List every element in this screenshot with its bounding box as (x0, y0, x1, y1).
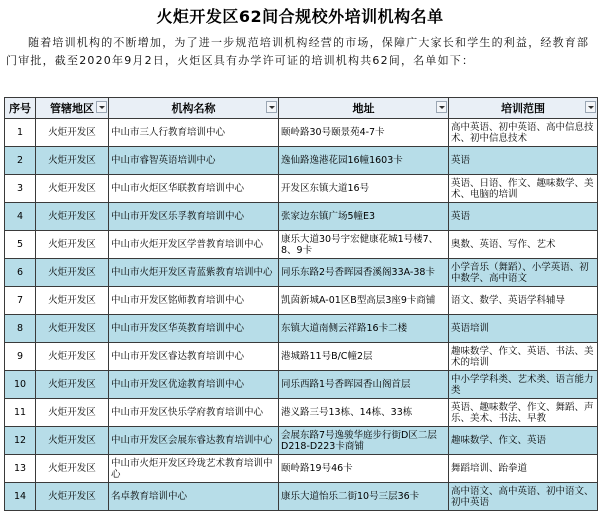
cell-scope: 高中语文、高中英语、初中语文、初中英语 (449, 483, 598, 511)
cell-district: 火炬开发区 (36, 203, 109, 231)
cell-scope: 英语 (449, 147, 598, 175)
cell-name: 中山市火炬开发区学普教育培训中心 (109, 231, 279, 259)
filter-dropdown-icon[interactable] (266, 101, 277, 113)
cell-no: 5 (5, 231, 36, 259)
cell-address: 凯茵新城A-01区B型高层3座9卡商铺 (279, 287, 449, 315)
filter-dropdown-icon[interactable] (585, 101, 596, 113)
cell-name: 中山市开发区会展东睿达教育培训中心 (109, 427, 279, 455)
cell-address: 同乐东路2号香晖园香溪阁33A-38卡 (279, 259, 449, 287)
cell-address: 康乐大道30号宇宏健康花城1号楼7、8、9卡 (279, 231, 449, 259)
table-row (5, 175, 598, 203)
cell-address: 逸仙路逸港花园16幢1603卡 (279, 147, 449, 175)
cell-no: 7 (5, 287, 36, 315)
cell-district: 火炬开发区 (36, 483, 109, 511)
cell-no: 8 (5, 315, 36, 343)
cell-no: 1 (5, 119, 36, 147)
header-name: 机构名称 (109, 98, 279, 119)
cell-district: 火炬开发区 (36, 119, 109, 147)
filter-dropdown-icon[interactable] (436, 101, 447, 113)
cell-scope: 小学音乐（舞蹈）、小学英语、初中数学、高中语文 (449, 259, 598, 287)
cell-scope: 英语、趣味数学、作文、舞蹈、声乐、美术、书法、早教 (449, 399, 598, 427)
cell-district: 火炬开发区 (36, 427, 109, 455)
table-row (5, 259, 598, 287)
cell-scope: 英语、日语、作文、趣味数学、美术、电脑的培训 (449, 175, 598, 203)
header-district: 管辖地区 (36, 98, 109, 119)
table-row (5, 455, 598, 483)
cell-scope: 趣味数学、作文、英语 (449, 427, 598, 455)
cell-district: 火炬开发区 (36, 175, 109, 203)
cell-scope: 舞蹈培训、跆拳道 (449, 455, 598, 483)
cell-address: 港义路三号13栋、14栋、33栋 (279, 399, 449, 427)
cell-district: 火炬开发区 (36, 399, 109, 427)
header-address: 地址 (279, 98, 449, 119)
table-row (5, 371, 598, 399)
document-title: 火炬开发区62间合规校外培训机构名单 (156, 7, 444, 26)
cell-no: 12 (5, 427, 36, 455)
cell-name: 中山市三人行教育培训中心 (109, 119, 279, 147)
cell-address: 张家边东镇广场5幢E3 (279, 203, 449, 231)
cell-scope: 英语培训 (449, 315, 598, 343)
cell-address: 同乐西路1号香晖园香山阁首层 (279, 371, 449, 399)
cell-scope: 奥数、英语、写作、艺术 (449, 231, 598, 259)
intro-paragraph: 随着培训机构的不断增加，为了进一步规范培训机构经营的市场，保障广大家长和学生的利益，经教育部门审批，截至2020年9月2日，火炬区具有办学许可证的培训机构共62间，名单如下： (6, 36, 590, 67)
header-no: 序号 (5, 98, 36, 119)
cell-name: 中山市火炬开发区玲珑艺术教育培训中心 (109, 455, 279, 483)
cell-no: 10 (5, 371, 36, 399)
table-row (5, 483, 598, 511)
cell-name: 名卓教育培训中心 (109, 483, 279, 511)
table-row (5, 343, 598, 371)
cell-address: 颐岭路30号颐景苑4-7卡 (279, 119, 449, 147)
table-row (5, 147, 598, 175)
table-row (5, 119, 598, 147)
table-header-row (5, 98, 598, 119)
cell-name: 中山市开发区优途教育培训中心 (109, 371, 279, 399)
cell-no: 9 (5, 343, 36, 371)
cell-district: 火炬开发区 (36, 287, 109, 315)
cell-address: 颐岭路19号46卡 (279, 455, 449, 483)
table-row (5, 427, 598, 455)
institution-table (4, 97, 598, 511)
cell-scope: 趣味数学、作文、英语、书法、美术的培训 (449, 343, 598, 371)
cell-district: 火炬开发区 (36, 259, 109, 287)
table-row (5, 315, 598, 343)
cell-district: 火炬开发区 (36, 343, 109, 371)
cell-name: 中山市开发区华英教育培训中心 (109, 315, 279, 343)
cell-scope: 高中英语、初中英语、高中信息技术、初中信息技术 (449, 119, 598, 147)
cell-district: 火炬开发区 (36, 455, 109, 483)
cell-no: 4 (5, 203, 36, 231)
cell-scope: 英语 (449, 203, 598, 231)
cell-district: 火炬开发区 (36, 147, 109, 175)
cell-no: 2 (5, 147, 36, 175)
table-row (5, 399, 598, 427)
cell-no: 11 (5, 399, 36, 427)
cell-no: 13 (5, 455, 36, 483)
table-row (5, 287, 598, 315)
cell-name: 中山市开发区铭师教育培训中心 (109, 287, 279, 315)
cell-no: 3 (5, 175, 36, 203)
cell-address: 会展东路7号逸骏华庭步行街D区二层D218-D223卡商铺 (279, 427, 449, 455)
cell-address: 港城路11号B/C幢2层 (279, 343, 449, 371)
filter-dropdown-icon[interactable] (96, 101, 107, 113)
cell-no: 6 (5, 259, 36, 287)
cell-district: 火炬开发区 (36, 371, 109, 399)
cell-name: 中山市开发区睿达教育培训中心 (109, 343, 279, 371)
cell-name: 中山市火炬开发区青蓝紫教育培训中心 (109, 259, 279, 287)
cell-address: 东镇大道南侧云祥路16卡二楼 (279, 315, 449, 343)
cell-address: 开发区东镇大道16号 (279, 175, 449, 203)
cell-name: 中山市开发区快乐学府教育培训中心 (109, 399, 279, 427)
cell-no: 14 (5, 483, 36, 511)
cell-scope: 中小学学科类、艺术类、语言能力类 (449, 371, 598, 399)
cell-district: 火炬开发区 (36, 315, 109, 343)
cell-district: 火炬开发区 (36, 231, 109, 259)
table-row (5, 203, 598, 231)
header-scope: 培训范围 (449, 98, 598, 119)
cell-name: 中山市睿智英语培训中心 (109, 147, 279, 175)
table-row (5, 231, 598, 259)
cell-name: 中山市开发区乐孚教育培训中心 (109, 203, 279, 231)
cell-name: 中山市火炬区华联教育培训中心 (109, 175, 279, 203)
cell-scope: 语文、数学、英语学科辅导 (449, 287, 598, 315)
cell-address: 康乐大道怡乐二街10号三层36卡 (279, 483, 449, 511)
